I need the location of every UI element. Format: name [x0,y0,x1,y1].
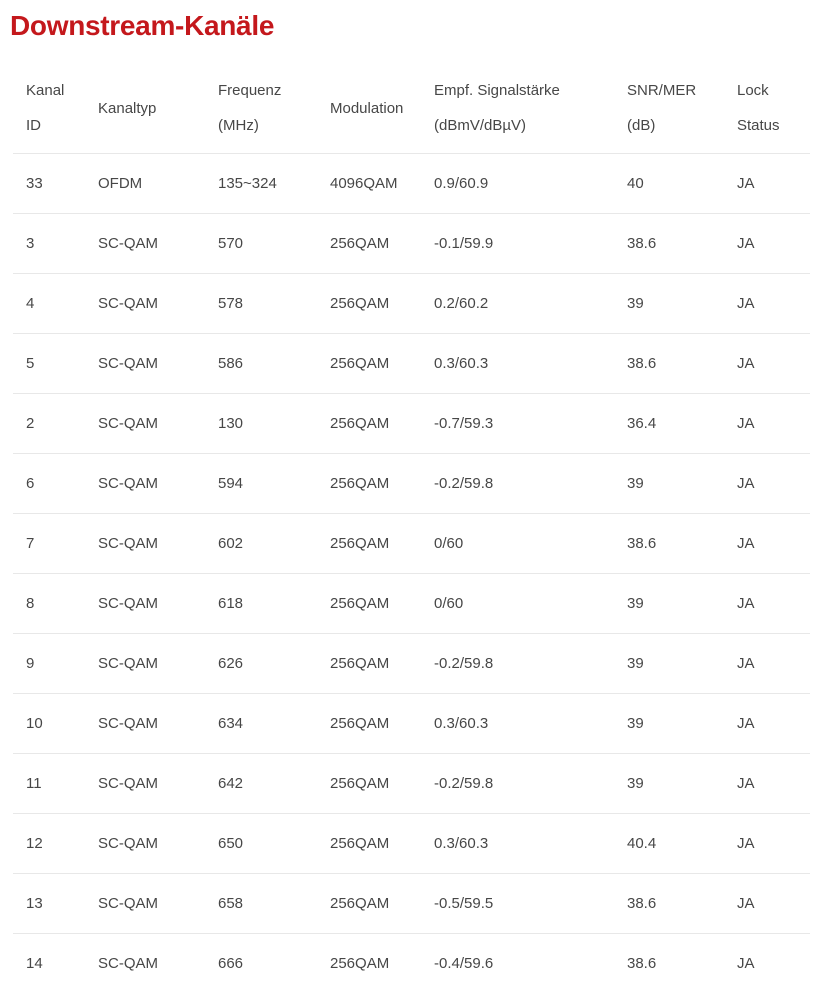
cell-kanal_id: 7 [26,534,35,552]
column-header-signalstaerke [421,64,614,153]
cell-snr_mer: 38.6 [627,954,657,972]
cell-lock_status: JA [737,834,755,852]
cell-kanal_id: 4 [26,294,35,312]
cell-modulation: 256QAM [330,834,390,852]
cell-kanal_id: 12 [26,834,43,852]
cell-frequenz: 135~324 [218,174,277,192]
cell-lock_status: JA [737,654,755,672]
cell-modulation: 256QAM [330,714,390,732]
cell-kanal_id: 14 [26,954,43,972]
table-header [13,64,810,153]
column-header-label: Kanal [26,82,65,100]
table-row [13,633,810,693]
cell-signalstaerke: -0.1/59.9 [434,234,494,252]
cell-kanaltyp: SC-QAM [98,594,158,612]
cell-frequenz: 658 [218,894,244,912]
cell-kanal_id: 10 [26,714,43,732]
table-row [13,693,810,753]
cell-frequenz: 666 [218,954,244,972]
table-body [13,153,810,993]
table-row [13,333,810,393]
cell-frequenz: 602 [218,534,244,552]
cell-kanaltyp: SC-QAM [98,654,158,672]
cell-signalstaerke: 0.2/60.2 [434,294,489,312]
column-header-sublabel: (dBmV/dBµV) [434,117,526,135]
column-header-sublabel: (MHz) [218,117,259,135]
cell-signalstaerke: -0.2/59.8 [434,774,494,792]
cell-signalstaerke: 0.3/60.3 [434,834,489,852]
cell-kanaltyp: SC-QAM [98,354,158,372]
cell-snr_mer: 39 [627,294,644,312]
cell-frequenz: 594 [218,474,244,492]
table-row [13,153,810,213]
cell-modulation: 256QAM [330,474,390,492]
cell-modulation: 256QAM [330,534,390,552]
column-header-label: Empf. Signalstärke [434,82,560,100]
column-header-label: Kanaltyp [98,99,157,117]
cell-kanal_id: 9 [26,654,35,672]
table-row [13,873,810,933]
cell-lock_status: JA [737,714,755,732]
cell-snr_mer: 38.6 [627,354,657,372]
cell-kanal_id: 6 [26,474,35,492]
cell-snr_mer: 40.4 [627,834,657,852]
cell-modulation: 256QAM [330,774,390,792]
cell-kanaltyp: SC-QAM [98,234,158,252]
cell-snr_mer: 38.6 [627,234,657,252]
column-header-sublabel: ID [26,117,41,135]
cell-snr_mer: 36.4 [627,414,657,432]
column-header-kanaltyp [85,64,205,153]
column-header-label: Frequenz [218,82,282,100]
cell-signalstaerke: 0.3/60.3 [434,714,489,732]
table-row [13,933,810,993]
cell-snr_mer: 38.6 [627,534,657,552]
table-row [13,393,810,453]
cell-frequenz: 618 [218,594,244,612]
table-row [13,213,810,273]
cell-kanaltyp: SC-QAM [98,774,158,792]
cell-snr_mer: 38.6 [627,894,657,912]
cell-modulation: 256QAM [330,294,390,312]
cell-frequenz: 626 [218,654,244,672]
cell-lock_status: JA [737,534,755,552]
cell-modulation: 256QAM [330,594,390,612]
table-row [13,273,810,333]
cell-kanaltyp: SC-QAM [98,534,158,552]
cell-signalstaerke: -0.7/59.3 [434,414,494,432]
cell-lock_status: JA [737,234,755,252]
cell-frequenz: 634 [218,714,244,732]
cell-kanal_id: 2 [26,414,35,432]
table-row [13,453,810,513]
cell-signalstaerke: 0/60 [434,534,464,552]
cell-signalstaerke: -0.2/59.8 [434,654,494,672]
cell-kanaltyp: SC-QAM [98,834,158,852]
cell-snr_mer: 39 [627,594,644,612]
table-row [13,513,810,573]
cell-kanal_id: 8 [26,594,35,612]
page-title: Downstream-Kanäle [10,10,275,41]
cell-kanaltyp: OFDM [98,174,143,192]
cell-frequenz: 578 [218,294,244,312]
cell-kanal_id: 33 [26,174,43,192]
cell-modulation: 4096QAM [330,174,398,192]
cell-signalstaerke: -0.4/59.6 [434,954,494,972]
cell-kanaltyp: SC-QAM [98,714,158,732]
cell-kanal_id: 3 [26,234,35,252]
column-header-sublabel: (dB) [627,117,656,135]
cell-snr_mer: 40 [627,174,644,192]
cell-frequenz: 570 [218,234,244,252]
cell-lock_status: JA [737,954,755,972]
cell-signalstaerke: -0.2/59.8 [434,474,494,492]
cell-frequenz: 642 [218,774,244,792]
cell-frequenz: 586 [218,354,244,372]
column-header-lock_status [724,64,810,153]
cell-frequenz: 130 [218,414,244,432]
cell-frequenz: 650 [218,834,244,852]
column-header-kanal_id [13,64,85,153]
cell-kanaltyp: SC-QAM [98,414,158,432]
cell-modulation: 256QAM [330,414,390,432]
table-row [13,753,810,813]
cell-modulation: 256QAM [330,234,390,252]
column-header-label: Lock [737,82,769,100]
cell-lock_status: JA [737,414,755,432]
cell-kanal_id: 11 [26,774,42,792]
column-header-snr_mer [614,64,724,153]
cell-lock_status: JA [737,174,755,192]
cell-snr_mer: 39 [627,774,644,792]
column-header-label: SNR/MER [627,82,697,100]
cell-lock_status: JA [737,594,755,612]
column-header-frequenz [205,64,317,153]
cell-kanaltyp: SC-QAM [98,294,158,312]
column-header-label: Modulation [330,99,404,117]
cell-snr_mer: 39 [627,654,644,672]
cell-modulation: 256QAM [330,354,390,372]
cell-lock_status: JA [737,354,755,372]
table-row [13,813,810,873]
cell-kanal_id: 5 [26,354,35,372]
cell-modulation: 256QAM [330,654,390,672]
cell-modulation: 256QAM [330,894,390,912]
cell-kanal_id: 13 [26,894,43,912]
table-row [13,573,810,633]
cell-modulation: 256QAM [330,954,390,972]
cell-lock_status: JA [737,774,755,792]
cell-signalstaerke: 0.9/60.9 [434,174,489,192]
downstream-channels-table [13,64,810,993]
cell-lock_status: JA [737,294,755,312]
cell-snr_mer: 39 [627,474,644,492]
cell-kanaltyp: SC-QAM [98,894,158,912]
cell-signalstaerke: -0.5/59.5 [434,894,494,912]
cell-kanaltyp: SC-QAM [98,474,158,492]
column-header-sublabel: Status [737,117,780,135]
cell-signalstaerke: 0.3/60.3 [434,354,489,372]
cell-lock_status: JA [737,474,755,492]
cell-kanaltyp: SC-QAM [98,954,158,972]
column-header-modulation [317,64,421,153]
cell-lock_status: JA [737,894,755,912]
cell-snr_mer: 39 [627,714,644,732]
table-header-row [13,64,810,153]
cell-signalstaerke: 0/60 [434,594,464,612]
